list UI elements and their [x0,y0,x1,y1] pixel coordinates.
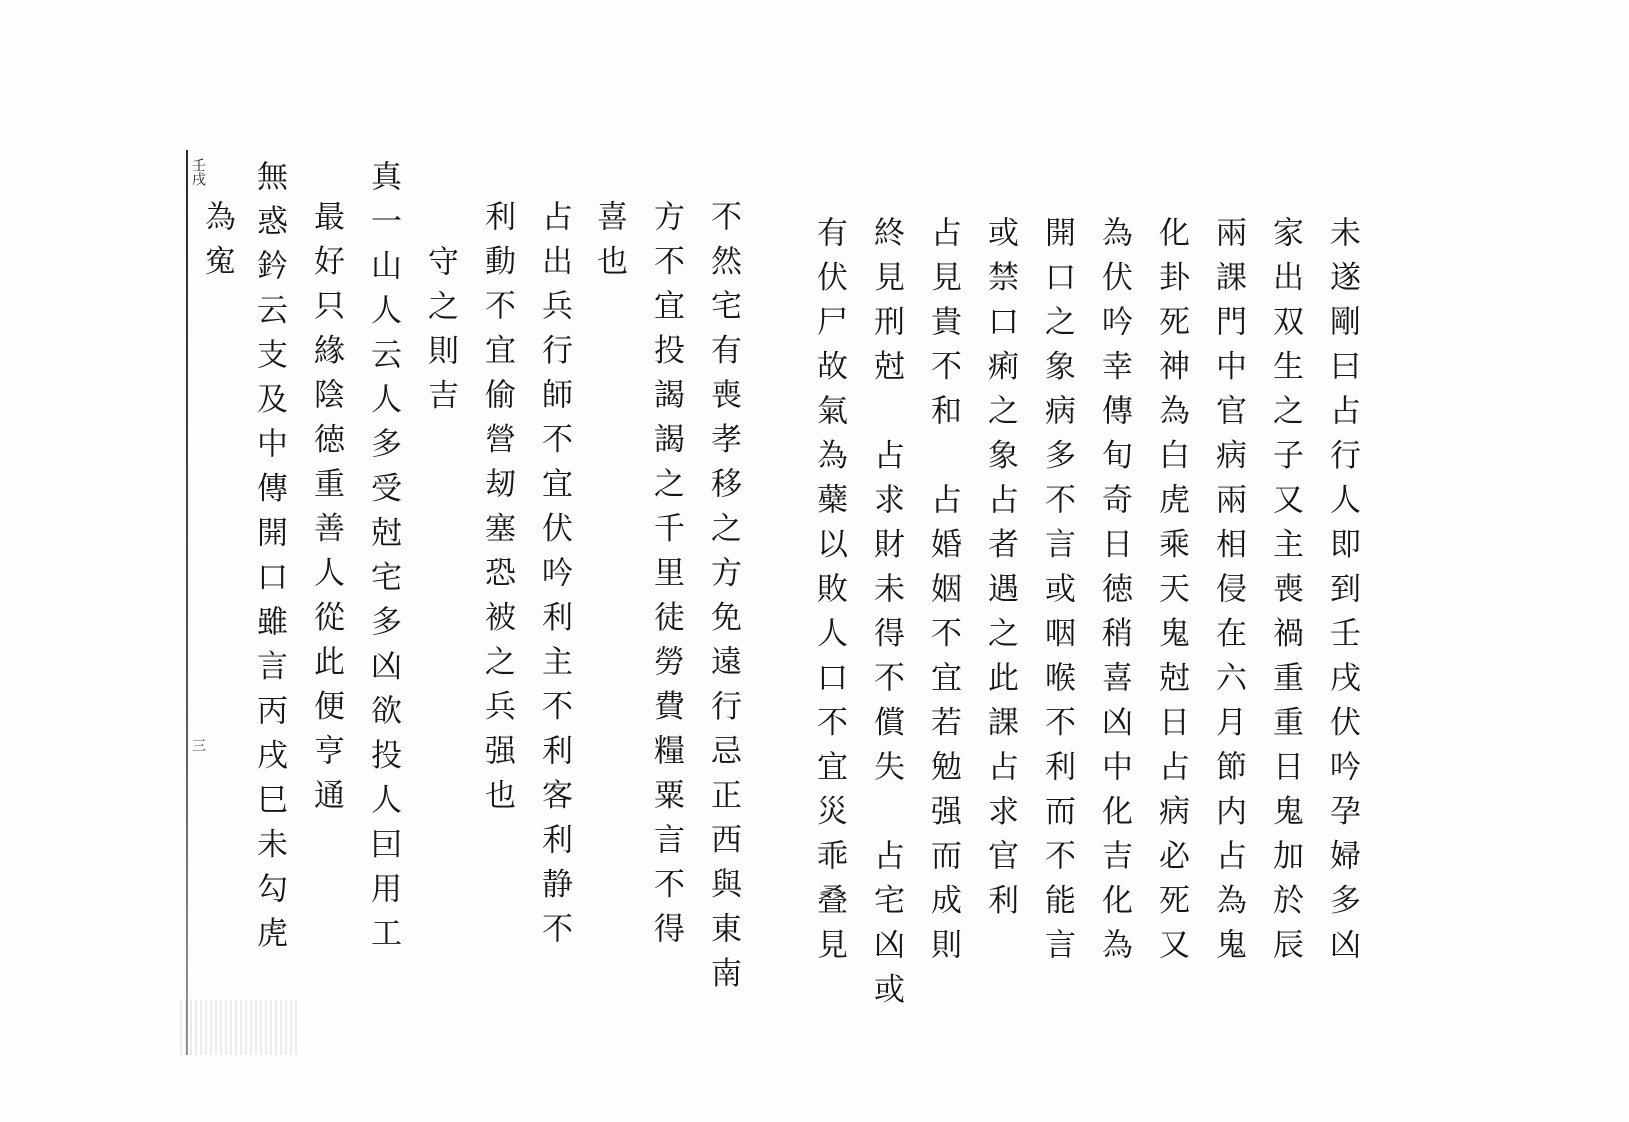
text-column: 終見刑尅 占求財未得不償失 占宅凶或 [868,216,904,1017]
text-column: 開口之象病多不言或咽喉不利而不能言 [1039,216,1075,973]
margin-rule [186,150,188,1055]
margin-chapter-label: 壬戌 [190,158,206,186]
text-column: 占出兵行師不宜伏吟利主不利客利静不 [536,200,572,957]
text-column: 守之則吉 [422,245,458,423]
text-column: 占見貴不和 占婚姻不宜若勉强而成則 [925,216,961,973]
text-column: 有伏尸故氣為蘗以敗人口不宜災乖叠見 [811,216,847,973]
margin-page-number: 三 [190,738,206,752]
text-column: 為寃 [199,200,235,289]
text-column: 真一山人云人多受尅宅多凶欲投人囙用工 [365,160,401,961]
text-column: 無惑鈐云支及中傳開口雖言丙戌巳未勾虎 [251,160,287,961]
text-column: 最好只緣陰徳重善人從此便亨通 [308,200,344,823]
text-column: 利動不宜偷營刼塞恐被之兵强也 [479,200,515,823]
gutter-shadow [180,1000,300,1055]
text-column: 為伏吟幸傳旬奇日徳稍喜凶中化吉化為 [1096,216,1132,973]
text-column: 家出双生之子又主喪禍重重日鬼加於辰 [1267,216,1303,973]
text-column: 未遂剛曰占行人即到壬戌伏吟孕婦多凶 [1324,216,1360,973]
text-column: 方不宜投謁謁之千里徒勞費糧粟言不得 [648,200,684,957]
text-column: 不然宅有喪孝移之方免遠行忌正西與東南 [705,200,741,1001]
text-column: 喜也 [591,200,627,289]
text-column: 化卦死神為白虎乘天鬼尅日占病必死又 [1153,216,1189,973]
text-column: 或禁口痢之象占者遇之此課占求官利 [982,216,1018,928]
text-column: 兩課門中官病兩相侵在六月節内占為鬼 [1210,216,1246,973]
